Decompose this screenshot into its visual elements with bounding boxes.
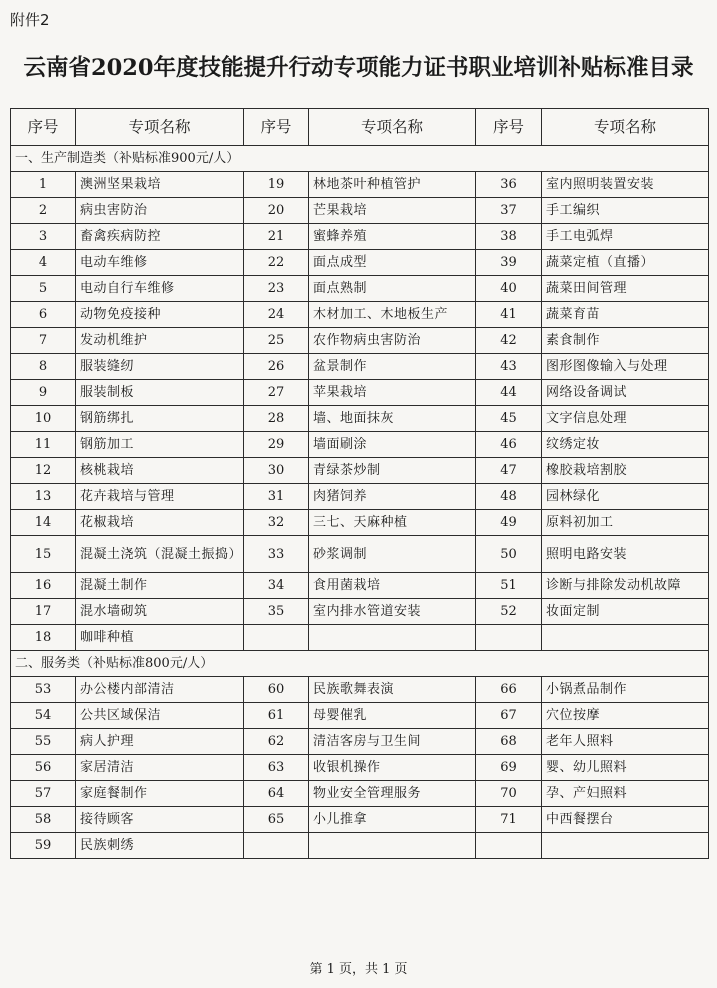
table-row <box>11 172 709 198</box>
item-number: 30 <box>244 458 309 484</box>
column-header: 序号 <box>476 109 542 146</box>
item-number: 18 <box>11 625 76 651</box>
item-name: 肉猪饲养 <box>309 484 476 510</box>
section-row <box>11 651 709 677</box>
item-name: 物业安全管理服务 <box>309 781 476 807</box>
item-number: 66 <box>476 677 542 703</box>
item-number: 69 <box>476 755 542 781</box>
item-number: 57 <box>11 781 76 807</box>
item-name: 孕、产妇照料 <box>542 781 709 807</box>
item-name: 公共区域保洁 <box>76 703 244 729</box>
item-name: 图形图像输入与处理 <box>542 354 709 380</box>
table-row <box>11 599 709 625</box>
item-name: 核桃栽培 <box>76 458 244 484</box>
item-number: 42 <box>476 328 542 354</box>
section-title: 二、服务类（补贴标准800元/人） <box>11 651 709 677</box>
item-name: 老年人照料 <box>542 729 709 755</box>
item-name: 花椒栽培 <box>76 510 244 536</box>
item-name: 病虫害防治 <box>76 198 244 224</box>
table-row <box>11 703 709 729</box>
table-row <box>11 458 709 484</box>
item-number: 37 <box>476 198 542 224</box>
item-number: 32 <box>244 510 309 536</box>
table-row <box>11 573 709 599</box>
item-number: 1 <box>11 172 76 198</box>
item-name: 发动机维护 <box>76 328 244 354</box>
table-row <box>11 755 709 781</box>
item-number: 48 <box>476 484 542 510</box>
item-name: 咖啡种植 <box>76 625 244 651</box>
item-name: 蔬菜田间管理 <box>542 276 709 302</box>
item-number: 9 <box>11 380 76 406</box>
item-name: 病人护理 <box>76 729 244 755</box>
item-name: 电动自行车维修 <box>76 276 244 302</box>
item-name: 服装制板 <box>76 380 244 406</box>
table-row <box>11 198 709 224</box>
table-body <box>11 146 709 859</box>
item-name: 花卉栽培与管理 <box>76 484 244 510</box>
item-number: 43 <box>476 354 542 380</box>
item-number <box>476 625 542 651</box>
item-name: 蜜蜂养殖 <box>309 224 476 250</box>
item-number: 59 <box>11 833 76 859</box>
table-row <box>11 833 709 859</box>
item-number: 34 <box>244 573 309 599</box>
item-name: 婴、幼儿照料 <box>542 755 709 781</box>
item-number: 51 <box>476 573 542 599</box>
column-header: 专项名称 <box>542 109 709 146</box>
item-name: 木材加工、木地板生产 <box>309 302 476 328</box>
item-name: 清洁客房与卫生间 <box>309 729 476 755</box>
item-number: 3 <box>11 224 76 250</box>
item-name: 小锅煮品制作 <box>542 677 709 703</box>
item-number: 29 <box>244 432 309 458</box>
item-number: 8 <box>11 354 76 380</box>
table-row <box>11 432 709 458</box>
document-title: 云南省2020年度技能提升行动专项能力证书职业培训补贴标准目录 <box>23 55 694 81</box>
item-name: 家庭餐制作 <box>76 781 244 807</box>
attachment-label: 附件2 <box>10 11 50 29</box>
item-number: 52 <box>476 599 542 625</box>
item-number: 71 <box>476 807 542 833</box>
item-name: 园林绿化 <box>542 484 709 510</box>
item-number: 44 <box>476 380 542 406</box>
item-name: 蔬菜育苗 <box>542 302 709 328</box>
table-header-row <box>11 109 709 146</box>
item-name: 民族歌舞表演 <box>309 677 476 703</box>
item-number <box>244 833 309 859</box>
item-name: 室内照明装置安装 <box>542 172 709 198</box>
item-number: 19 <box>244 172 309 198</box>
item-number: 46 <box>476 432 542 458</box>
table-row <box>11 380 709 406</box>
item-name <box>309 625 476 651</box>
item-number: 21 <box>244 224 309 250</box>
item-number: 20 <box>244 198 309 224</box>
table-row <box>11 302 709 328</box>
item-number: 68 <box>476 729 542 755</box>
item-name: 小儿推拿 <box>309 807 476 833</box>
table-row <box>11 625 709 651</box>
item-name: 墙面刷涂 <box>309 432 476 458</box>
subsidy-catalog-table <box>10 108 709 859</box>
column-header: 序号 <box>244 109 309 146</box>
table-row <box>11 807 709 833</box>
column-header: 序号 <box>11 109 76 146</box>
item-number: 65 <box>244 807 309 833</box>
item-name: 民族刺绣 <box>76 833 244 859</box>
item-name: 青绿茶炒制 <box>309 458 476 484</box>
item-number: 23 <box>244 276 309 302</box>
item-number: 14 <box>11 510 76 536</box>
item-name: 手工电弧焊 <box>542 224 709 250</box>
table-row <box>11 406 709 432</box>
item-name: 办公楼内部清洁 <box>76 677 244 703</box>
item-number: 16 <box>11 573 76 599</box>
table-row <box>11 536 709 573</box>
item-name: 钢筋绑扎 <box>76 406 244 432</box>
item-number <box>244 625 309 651</box>
section-title: 一、生产制造类（补贴标准900元/人） <box>11 146 709 172</box>
item-number: 50 <box>476 536 542 573</box>
item-name: 芒果栽培 <box>309 198 476 224</box>
item-name: 文字信息处理 <box>542 406 709 432</box>
table-row <box>11 781 709 807</box>
item-number: 67 <box>476 703 542 729</box>
item-number: 35 <box>244 599 309 625</box>
item-number: 27 <box>244 380 309 406</box>
item-number: 49 <box>476 510 542 536</box>
item-number: 5 <box>11 276 76 302</box>
item-name: 母婴催乳 <box>309 703 476 729</box>
item-name: 面点成型 <box>309 250 476 276</box>
item-number: 60 <box>244 677 309 703</box>
item-number: 61 <box>244 703 309 729</box>
table-row <box>11 677 709 703</box>
item-name: 三七、天麻种植 <box>309 510 476 536</box>
item-name: 苹果栽培 <box>309 380 476 406</box>
item-number <box>476 833 542 859</box>
item-number: 31 <box>244 484 309 510</box>
item-number: 36 <box>476 172 542 198</box>
item-number: 17 <box>11 599 76 625</box>
column-header: 专项名称 <box>76 109 244 146</box>
item-name: 电动车维修 <box>76 250 244 276</box>
item-name: 农作物病虫害防治 <box>309 328 476 354</box>
item-number: 24 <box>244 302 309 328</box>
column-header: 专项名称 <box>309 109 476 146</box>
table-row <box>11 354 709 380</box>
item-name: 原料初加工 <box>542 510 709 536</box>
table-row <box>11 250 709 276</box>
table-row <box>11 510 709 536</box>
item-number: 10 <box>11 406 76 432</box>
item-name: 畜禽疾病防控 <box>76 224 244 250</box>
table-row <box>11 276 709 302</box>
table-row <box>11 484 709 510</box>
item-name: 砂浆调制 <box>309 536 476 573</box>
item-number: 13 <box>11 484 76 510</box>
item-name: 澳洲坚果栽培 <box>76 172 244 198</box>
item-name: 食用菌栽培 <box>309 573 476 599</box>
item-name: 收银机操作 <box>309 755 476 781</box>
item-name: 中西餐摆台 <box>542 807 709 833</box>
table-row <box>11 328 709 354</box>
item-number: 28 <box>244 406 309 432</box>
item-number: 22 <box>244 250 309 276</box>
section-row <box>11 146 709 172</box>
item-number: 25 <box>244 328 309 354</box>
item-name: 手工编织 <box>542 198 709 224</box>
page-footer: 第 1 页，共 1 页 <box>309 962 408 977</box>
item-number: 7 <box>11 328 76 354</box>
item-number: 70 <box>476 781 542 807</box>
item-name: 混凝土制作 <box>76 573 244 599</box>
item-name: 网络设备调试 <box>542 380 709 406</box>
item-number: 55 <box>11 729 76 755</box>
item-name: 诊断与排除发动机故障 <box>542 573 709 599</box>
item-name: 服装缝纫 <box>76 354 244 380</box>
item-number: 33 <box>244 536 309 573</box>
item-name: 混水墙砌筑 <box>76 599 244 625</box>
item-number: 54 <box>11 703 76 729</box>
item-name: 蔬菜定植（直播） <box>542 250 709 276</box>
item-name: 接待顾客 <box>76 807 244 833</box>
item-number: 47 <box>476 458 542 484</box>
item-number: 41 <box>476 302 542 328</box>
item-name: 穴位按摩 <box>542 703 709 729</box>
item-name: 面点熟制 <box>309 276 476 302</box>
item-name: 照明电路安装 <box>542 536 709 573</box>
item-name: 家居清洁 <box>76 755 244 781</box>
item-name <box>309 833 476 859</box>
table-row <box>11 729 709 755</box>
item-name: 素食制作 <box>542 328 709 354</box>
item-name: 钢筋加工 <box>76 432 244 458</box>
item-name: 妆面定制 <box>542 599 709 625</box>
item-number: 11 <box>11 432 76 458</box>
item-name: 林地茶叶种植管护 <box>309 172 476 198</box>
item-name: 墙、地面抹灰 <box>309 406 476 432</box>
item-name: 橡胶栽培割胶 <box>542 458 709 484</box>
item-number: 45 <box>476 406 542 432</box>
item-number: 12 <box>11 458 76 484</box>
item-number: 62 <box>244 729 309 755</box>
item-number: 39 <box>476 250 542 276</box>
item-number: 4 <box>11 250 76 276</box>
item-name: 动物免疫接种 <box>76 302 244 328</box>
item-number: 58 <box>11 807 76 833</box>
item-number: 2 <box>11 198 76 224</box>
item-number: 26 <box>244 354 309 380</box>
item-name: 纹绣定妆 <box>542 432 709 458</box>
item-name: 室内排水管道安装 <box>309 599 476 625</box>
item-name: 混凝土浇筑（混凝土振捣） <box>76 536 244 573</box>
item-number: 15 <box>11 536 76 573</box>
item-number: 64 <box>244 781 309 807</box>
item-number: 53 <box>11 677 76 703</box>
item-number: 6 <box>11 302 76 328</box>
item-number: 38 <box>476 224 542 250</box>
item-number: 63 <box>244 755 309 781</box>
item-name: 盆景制作 <box>309 354 476 380</box>
table-row <box>11 224 709 250</box>
item-number: 40 <box>476 276 542 302</box>
item-name <box>542 625 709 651</box>
item-name <box>542 833 709 859</box>
item-number: 56 <box>11 755 76 781</box>
